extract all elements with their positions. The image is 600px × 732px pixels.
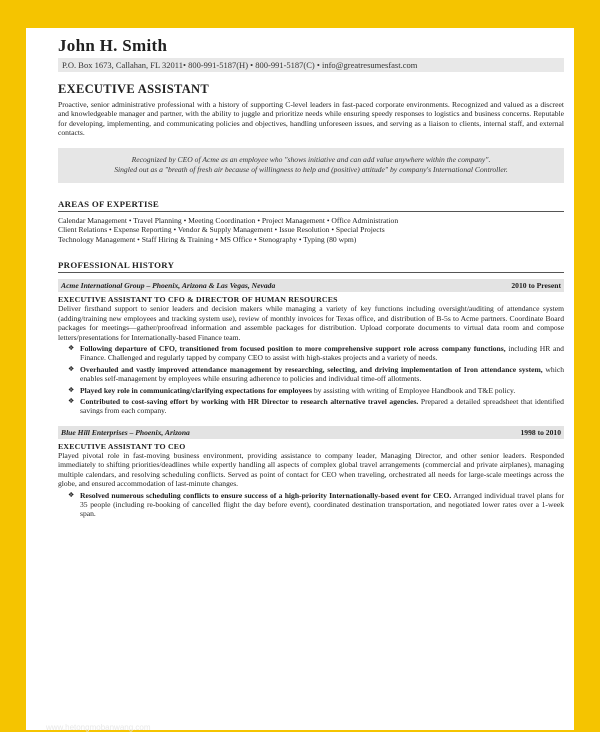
diamond-bullet-icon: ❖: [68, 397, 75, 406]
job-title: EXECUTIVE ASSISTANT TO CEO: [58, 441, 186, 451]
expertise-line: Client Relations • Expense Reporting • Vendor & Supply Management • Issue Resolution • Special Projects: [58, 225, 385, 235]
testimonial-line: Recognized by CEO of Acme as an employee who "shows initiative and can add value anywhere within the company".: [131, 154, 491, 164]
expertise-line: Calendar Management • Travel Planning • Meeting Coordination • Project Management • Office Administration: [58, 215, 399, 225]
company-name: Acme International Group – Phoenix, Arizona & Las Vegas, Nevada: [61, 281, 276, 291]
testimonial-line: Singled out as a "breath of fresh air because of willingness to help and (positive) attitude" by company's International Controller.: [114, 165, 508, 175]
summary-paragraph: Proactive, senior administrative professional with a history of supporting C-level leaders in fast-paced corporate environments. Recognized and valued as a discreet and knowledgeable manager and partner, with the ability to juggle and prioritize needs while ensuring speedy responses to logistics and business concerns. Reputable for developing, implementing, and communicating policies and objectives, handling unforeseen issues, and serving as a liaison to clients, internal staff, and external contacts.: [58, 100, 564, 138]
job-description: Played pivotal role in fast-moving business environment, providing assistance to company leader, Managing Director, and other senior leaders. Responded immediately to shifting priorities/deadlines while expertly handling all aspects of complex global travel arrangements (commercial and private airplanes), managing multiple calendars, and resolving scheduling conflicts. Served as point of contact for CEO when traveling, orchestrated all needs for large-scale meetings across the globe, and ensured accommodation of last-minute changes.: [58, 450, 564, 489]
achievement-list: [58, 491, 564, 519]
diamond-bullet-icon: ❖: [68, 385, 75, 394]
job-header: [58, 426, 564, 439]
achievement-item: ❖ Overhauled and vastly improved attendance management by researching, selecting, and driving implementation of Iron attendance system, which enables self-management by employees while ensuring adherence to policies and individual time-off allotments.: [68, 364, 564, 384]
resume-page: [26, 28, 574, 730]
company-name: Blue Hill Enterprises – Phoenix, Arizona: [61, 427, 190, 437]
resume-title: EXECUTIVE ASSISTANT: [58, 82, 210, 96]
job-title: EXECUTIVE ASSISTANT TO CFO & DIRECTOR OF HUMAN RESOURCES: [58, 295, 338, 305]
watermark: www.hetongmobanwang.com: [46, 723, 151, 732]
resume-name: John H. Smith: [58, 36, 168, 55]
diamond-bullet-icon: ❖: [68, 344, 75, 353]
job-dates: 2010 to Present: [511, 281, 561, 291]
expertise-list: [58, 216, 564, 245]
achievement-item: ❖ Following departure of CFO, transitioned from focused position to more comprehensive support role across company functions, including HR and Finance. Challenged and regularly tapped by company CEO to assist with high-stakes projects and a variety of needs.: [68, 344, 564, 363]
contact-line: P.O. Box 1673, Callahan, FL 32011• 800-991-5187(H) • 800-991-5187(C) • info@greatresumesfast.com: [58, 58, 564, 72]
diamond-bullet-icon: ❖: [68, 364, 75, 373]
job-dates: 1998 to 2010: [520, 427, 561, 437]
achievement-item: ❖ Resolved numerous scheduling conflicts to ensure success of a high-priority Internationally-based event for CEO. Arranged individual travel plans for 35 people (including re-booking of cancelled flight the day before event), coordinated destination transportation, and negotiated lower rates over a 1-week span.: [68, 490, 564, 519]
achievement-item: ❖ Contributed to cost-saving effort by working with HR Director to research alternative travel agencies. Prepared a detailed spreadsheet that identified savings from each company.: [68, 397, 564, 416]
expertise-line: Technology Management • Staff Hiring & Training • MS Office • Stenography • Typing (80 wpm): [58, 234, 357, 244]
section-heading-expertise: AREAS OF EXPERTISE: [58, 199, 564, 212]
achievement-list: [58, 344, 564, 416]
job-header: [58, 279, 564, 292]
achievement-item: ❖ Played key role in communicating/clarifying expectations for employees by assisting with writing of Employee Handbook and T&E policy.: [68, 385, 516, 395]
testimonial-box: [58, 148, 564, 183]
job-description: Deliver firsthand support to senior leaders and decision makers while managing a variety of key functions including oversight/auditing of attendance system (adding/training new employees and tracking system use), review of monthly invoices for Texas office, and distribution of B-5s to Acme partners. Coordinate Board packages for meetings—gather/proofread information and assemble packages for distribution. Upload corporate documents to virtual data room and compose letters/presentations for Internationally-based Finance team.: [58, 304, 564, 342]
diamond-bullet-icon: ❖: [68, 490, 75, 499]
section-heading-history: PROFESSIONAL HISTORY: [58, 260, 564, 273]
